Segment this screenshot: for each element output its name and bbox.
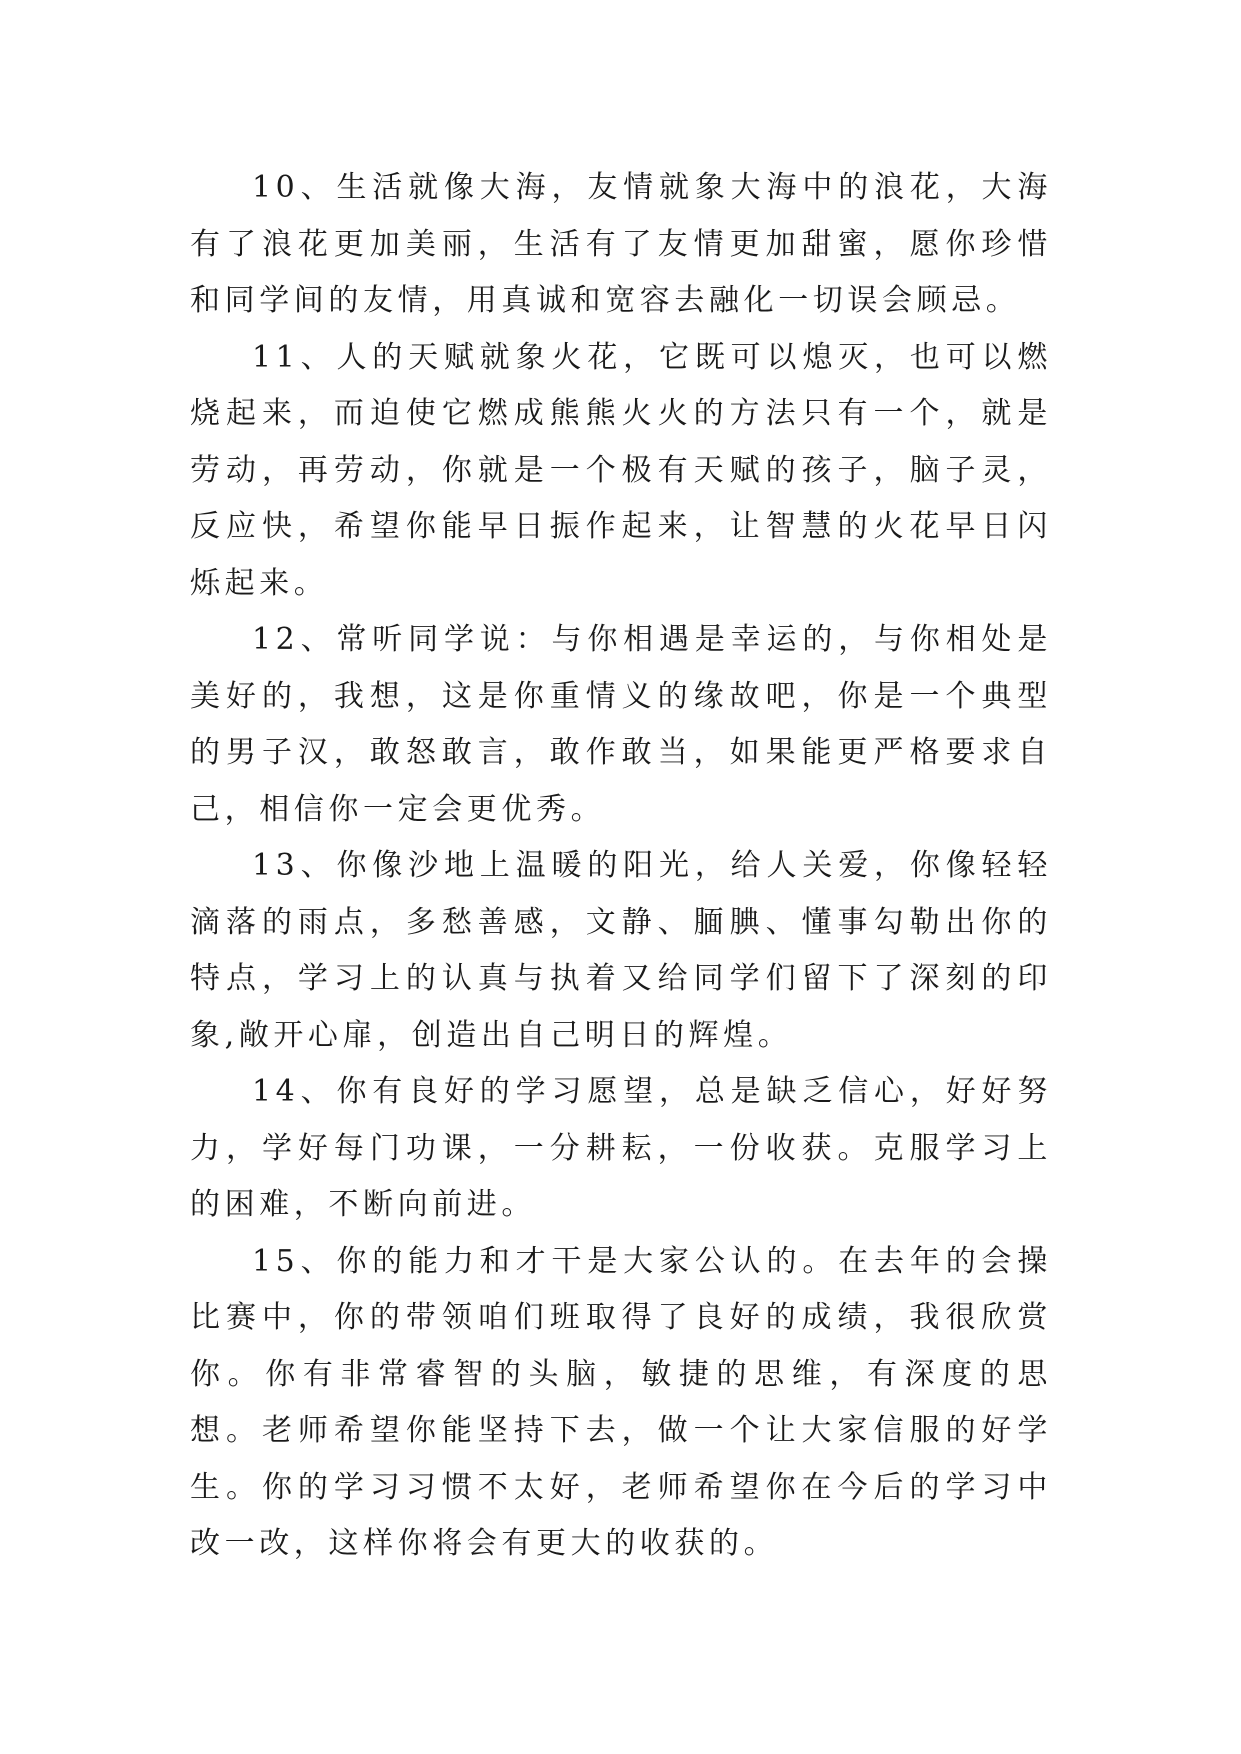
paragraph-15: 15、你的能力和才干是大家公认的。在去年的会操比赛中，你的带领咱们班取得了良好的成绩，我很欣赏你。你有非常睿智的头脑，敏捷的思维，有深度的思想。老师希望你能坚持下去，做一个让大家信服的好学生。你的学习习惯不太好，老师希望你在今后的学习中改一改，这样你将会有更大的收获的。	[190, 1243, 1052, 1561]
paragraph-12: 12、常听同学说：与你相遇是幸运的，与你相处是美好的，我想，这是你重情义的缘故吧，你是一个典型的男子汉，敢怒敢言，敢作敢当，如果能更严格要求自己，相信你一定会更优秀。	[190, 622, 1052, 827]
paragraph-11: 11、人的天赋就象火花，它既可以熄灭，也可以燃烧起来，而迫使它燃成熊熊火火的方法只有一个，就是劳动，再劳动，你就是一个极有天赋的孩子，脑子灵，反应快，希望你能早日振作起来，让智慧的火花早日闪烁起来。	[190, 339, 1052, 601]
document-body	[190, 160, 1052, 1573]
paragraph-10: 10、生活就像大海，友情就象大海中的浪花，大海有了浪花更加美丽，生活有了友情更加甜蜜，愿你珍惜和同学间的友情，用真诚和宽容去融化一切误会顾忌。	[190, 170, 1052, 318]
paragraph-14: 14、你有良好的学习愿望，总是缺乏信心，好好努力，学好每门功课，一分耕耘，一份收获。克服学习上的困难，不断向前进。	[190, 1074, 1052, 1222]
paragraph-13: 13、你像沙地上温暖的阳光，给人关爱，你像轻轻滴落的雨点，多愁善感，文静、腼腆、懂事勾勒出你的特点，学习上的认真与执着又给同学们留下了深刻的印象,敞开心扉，创造出自己明日的辉煌。	[190, 848, 1052, 1053]
